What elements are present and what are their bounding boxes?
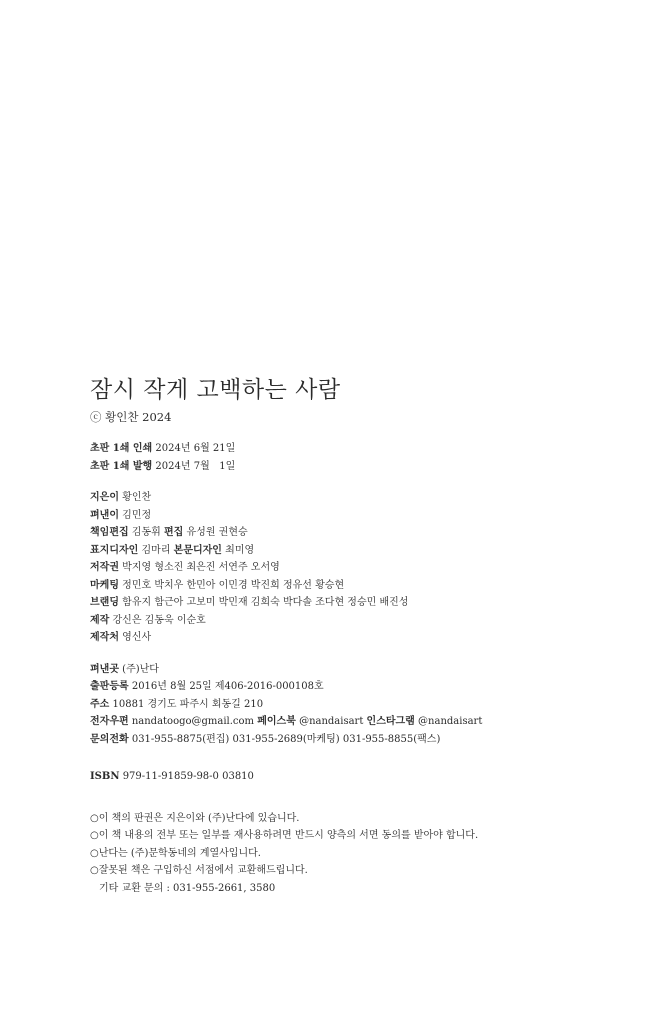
credit-label: 책임편집 bbox=[90, 527, 129, 538]
credit-value: 함유지 함근아 고보미 박민재 김희숙 박다솔 조다현 정승민 배진성 bbox=[122, 597, 409, 608]
publisher-value: 10881 경기도 파주시 회동길 210 bbox=[112, 698, 264, 710]
credit-marketing bbox=[90, 577, 610, 595]
credit-editors bbox=[90, 524, 610, 542]
facebook-label: 페이스북 bbox=[257, 716, 296, 727]
isbn-value: 979-11-91859-98-0 03810 bbox=[122, 771, 254, 782]
publishing-label: 초판 1쇄 발행 bbox=[90, 460, 153, 472]
credit-value: 박지영 형소진 최은진 서연주 오서영 bbox=[122, 562, 280, 573]
credit-value: 황인찬 bbox=[122, 492, 152, 503]
credit-production bbox=[90, 612, 610, 630]
publisher-info bbox=[90, 661, 610, 749]
credit-value-2: 유성원 권현승 bbox=[186, 527, 248, 538]
registration-line bbox=[90, 678, 610, 696]
instagram-value: @nandaisart bbox=[418, 716, 483, 727]
notice-item: ○이 책의 판권은 지은이와 (주)난다에 있습니다. bbox=[90, 812, 300, 824]
printing-line bbox=[90, 440, 610, 458]
credit-label: 제작 bbox=[90, 614, 110, 626]
printing-info bbox=[90, 440, 610, 475]
publisher-label: 출판등록 bbox=[90, 681, 129, 692]
credit-label: 마케팅 bbox=[90, 579, 119, 591]
credit-value: 영신사 bbox=[122, 632, 152, 643]
publisher-label: 펴낸곳 bbox=[90, 663, 119, 675]
credit-label: 제작처 bbox=[90, 632, 119, 643]
facebook-value: @nandaisart bbox=[299, 716, 364, 727]
publishing-value: 2024년 7월 1일 bbox=[155, 460, 236, 472]
exchange-inquiry: 기타 교환 문의 : 031-955-2661, 3580 bbox=[99, 882, 276, 894]
credit-designers bbox=[90, 542, 610, 560]
credits bbox=[90, 489, 610, 647]
publisher-value: 2016년 8월 25일 제406-2016-000108호 bbox=[131, 681, 324, 692]
publishing-line bbox=[90, 458, 610, 476]
credit-publisher bbox=[90, 507, 610, 525]
credit-value-2: 최미영 bbox=[225, 544, 255, 556]
contact-line bbox=[90, 713, 610, 731]
credit-branding bbox=[90, 594, 610, 612]
credit-value: 강신은 김동욱 이순호 bbox=[112, 614, 206, 626]
printing-label: 초판 1쇄 인쇄 bbox=[90, 443, 153, 454]
phone-label: 문의전화 bbox=[90, 733, 129, 745]
credit-rights bbox=[90, 559, 610, 577]
isbn-label: ISBN bbox=[90, 771, 120, 782]
publisher-name-line bbox=[90, 661, 610, 679]
book-title: 잠시 작게 고백하는 사람 bbox=[90, 377, 341, 403]
credit-label: 지은이 bbox=[90, 492, 119, 503]
publisher-label: 주소 bbox=[90, 698, 110, 710]
email-label: 전자우편 bbox=[90, 716, 129, 727]
notice-item: ○잘못된 책은 구입하신 서점에서 교환해드립니다. bbox=[90, 865, 308, 876]
email-value: nandatoogo@gmail.com bbox=[131, 716, 255, 727]
notice-item: ○이 책 내용의 전부 또는 일부를 재사용하려면 반드시 양측의 서면 동의를 받아야 합니다. bbox=[90, 830, 479, 841]
address-line bbox=[90, 696, 610, 714]
credit-value: 김마리 bbox=[141, 544, 171, 556]
credit-label: 저작권 bbox=[90, 562, 119, 573]
phone-value: 031-955-8875(편집) 031-955-2689(마케팅) 031-955-8855(팩스) bbox=[131, 733, 441, 745]
notices bbox=[90, 810, 610, 898]
credit-value: 김동휘 bbox=[131, 527, 161, 538]
credit-author bbox=[90, 489, 610, 507]
credit-printer bbox=[90, 629, 610, 647]
credit-value: 김민정 bbox=[122, 509, 152, 521]
credit-label: 펴낸이 bbox=[90, 509, 119, 521]
printing-value: 2024년 6월 21일 bbox=[155, 443, 236, 454]
credit-label: 표지디자인 bbox=[90, 544, 139, 556]
credit-label-2: 본문디자인 bbox=[173, 544, 222, 556]
isbn-line bbox=[90, 768, 610, 786]
publisher-value: (주)난다 bbox=[122, 663, 159, 675]
phone-line bbox=[90, 731, 610, 749]
colophon bbox=[90, 374, 610, 897]
credit-label: 브랜딩 bbox=[90, 597, 119, 608]
credit-label-2: 편집 bbox=[164, 527, 184, 538]
copyright-line: ⓒ 황인찬 2024 bbox=[90, 410, 172, 424]
instagram-label: 인스타그램 bbox=[366, 716, 415, 727]
credit-value: 정민호 박치우 한민아 이민경 박진희 정유선 황승현 bbox=[122, 579, 345, 591]
notice-item: ○난다는 (주)문학동네의 계열사입니다. bbox=[90, 847, 261, 859]
